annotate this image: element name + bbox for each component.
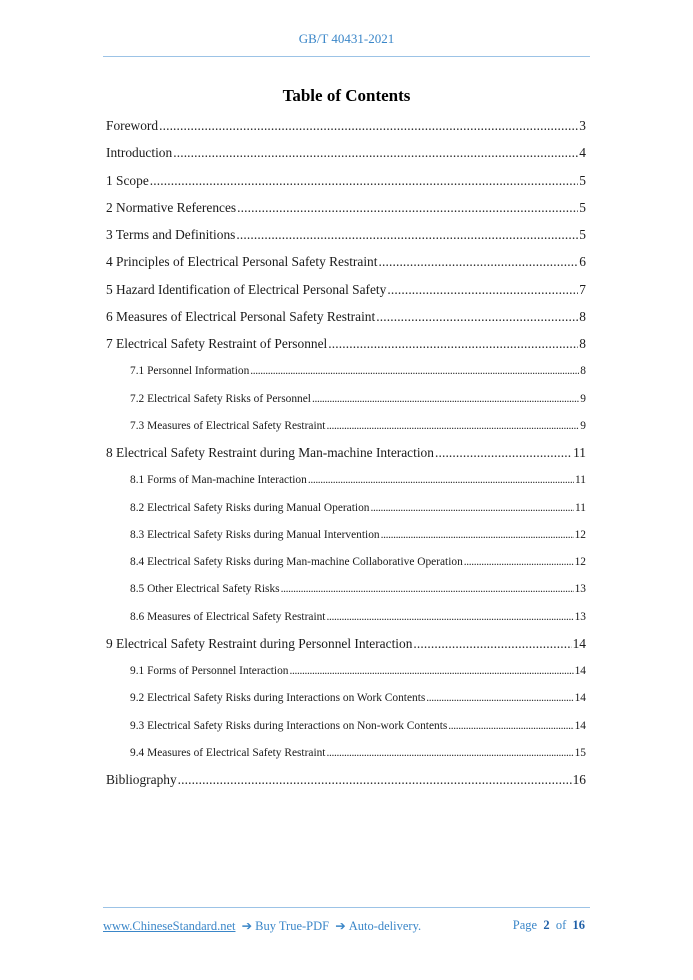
arrow-right-icon: ➔ [335,919,346,933]
toc-entry-page: 14 [574,719,586,732]
toc-dot-leader [312,393,579,405]
footer-divider [103,907,590,908]
toc-entry-label: 8.1 Forms of Man-machine Interaction [130,474,307,487]
toc-entry[interactable] [130,474,586,486]
toc-dot-leader [326,611,573,623]
toc-entry-page: 6 [579,254,586,270]
toc-entry[interactable] [106,145,586,161]
toc-dot-leader [387,282,578,298]
toc-entry[interactable] [130,502,586,514]
toc-entry[interactable] [130,393,586,405]
toc-dot-leader [250,365,579,377]
page-number [513,918,585,934]
toc-entry-page: 11 [575,474,586,487]
toc-entry-page: 16 [572,772,586,787]
current-page-number: 2 [543,918,550,932]
toc-entry-label: 7.2 Electrical Safety Risks of Personnel [130,392,311,405]
toc-entry[interactable] [106,636,586,652]
page-word: Page [512,918,538,932]
toc-entry-label: Foreword [106,118,159,133]
toc-entry-label: 9 Electrical Safety Restraint during Personnel Interaction [106,635,413,651]
toc-dot-leader [326,420,579,432]
page-footer [103,918,585,934]
toc-entry-label: 8.6 Measures of Electrical Safety Restraint [130,610,326,623]
toc-dot-leader [326,747,573,759]
toc-entry[interactable] [130,665,586,677]
toc-entry-label: 7.1 Personnel Information [130,365,250,378]
toc-entry-page: 9 [580,392,586,405]
toc-entry-label: Bibliography [106,772,177,787]
auto-delivery-text: Auto-delivery. [348,919,422,933]
toc-entry-label: 9.3 Electrical Safety Risks during Interactions on Non-work Contents [130,719,448,732]
toc-entry-page: 13 [574,583,586,596]
toc-dot-leader [413,636,571,652]
toc-entry[interactable] [106,282,586,298]
toc-entry[interactable] [130,365,586,377]
toc-dot-leader [435,445,572,461]
total-pages-number: 16 [572,918,585,932]
toc-entry-label: 2 Normative References [106,199,237,215]
toc-dot-leader [237,200,578,216]
toc-entry-label: 5 Hazard Identification of Electrical Personal Safety [106,281,387,297]
toc-dot-leader [236,227,578,243]
toc-entry-label: 7.3 Measures of Electrical Safety Restraint [130,419,326,432]
toc-entry-page: 14 [574,692,586,705]
page-title: Table of Contents [282,86,411,105]
toc-entry-label: 8.3 Electrical Safety Risks during Manual Intervention [130,528,380,541]
toc-entry-label: 8.2 Electrical Safety Risks during Manual Operation [130,501,370,514]
toc-entry-label: 6 Measures of Electrical Personal Safety Restraint [106,308,376,324]
toc-dot-leader [381,529,574,541]
toc-entry[interactable] [106,772,586,788]
of-word: of [555,918,567,932]
toc-entry[interactable] [106,227,586,243]
toc-entry-page: 13 [574,610,586,623]
toc-entry-label: 9.2 Electrical Safety Risks during Interactions on Work Contents [130,692,426,705]
toc-entry[interactable] [130,692,586,704]
toc-entry[interactable] [106,445,586,461]
toc-entry-page: 5 [579,199,586,215]
document-number-header: GB/T 40431-2021 [298,31,395,46]
toc-entry-page: 8 [580,365,586,378]
toc-entry-page: 8 [579,308,586,324]
toc-entry-label: 8.5 Other Electrical Safety Risks [130,583,280,596]
toc-entry[interactable] [106,118,586,134]
toc-entry-label: 9.4 Measures of Electrical Safety Restraint [130,746,326,759]
footer-promo [103,918,421,934]
toc-dot-leader [281,583,574,595]
toc-entry[interactable] [106,336,586,352]
toc-entry-page: 3 [579,118,586,133]
toc-entry-page: 4 [579,145,586,161]
toc-entry-page: 5 [579,227,586,242]
toc-entry-page: 14 [574,665,586,677]
chinesestandard-link[interactable]: www.ChineseStandard.net [103,919,236,933]
toc-entry-label: Introduction [106,145,173,161]
toc-entry[interactable] [130,583,586,595]
toc-entry-label: 8.4 Electrical Safety Risks during Man-machine Collaborative Operation [130,556,463,568]
toc-dot-leader [173,145,578,161]
toc-entry-page: 12 [574,528,586,541]
toc-dot-leader [378,254,578,270]
toc-entry-label: 8 Electrical Safety Restraint during Man-machine Interaction [106,445,434,460]
toc-dot-leader [370,502,574,514]
toc-entry-page: 11 [573,445,586,460]
buy-pdf-text: Buy True-PDF [255,919,330,933]
toc-entry-page: 5 [579,172,586,188]
toc-entry[interactable] [130,420,586,432]
toc-dot-leader [159,118,578,134]
toc-dot-leader [178,772,572,788]
toc-entry-label: 1 Scope [106,172,149,188]
toc-entry[interactable] [106,254,586,270]
toc-dot-leader [328,336,578,352]
toc-entry-page: 9 [580,419,586,432]
toc-entry-label: 7 Electrical Safety Restraint of Personnel [106,336,328,351]
toc-dot-leader [426,692,573,704]
toc-entry[interactable] [106,200,586,216]
toc-dot-leader [150,173,579,189]
toc-entry-page: 14 [572,635,586,651]
toc-dot-leader [448,720,573,732]
toc-entry-page: 11 [575,501,586,514]
toc-entry-page: 12 [574,556,586,568]
toc-entry[interactable] [106,309,586,325]
toc-entry[interactable] [130,747,586,759]
toc-entry-label: 9.1 Forms of Personnel Interaction [130,665,289,677]
toc-dot-leader [464,556,574,568]
toc-entry-label: 3 Terms and Definitions [106,227,236,242]
toc-entry-page: 7 [579,281,586,297]
arrow-right-icon: ➔ [241,919,253,933]
toc-entry[interactable] [130,529,586,541]
toc-dot-leader [290,665,574,677]
toc-entry[interactable] [130,720,586,732]
toc-entry-label: 4 Principles of Electrical Personal Safety Restraint [106,254,378,270]
toc-entry-page: 8 [579,336,586,351]
toc-entry-page: 15 [574,746,586,759]
toc-dot-leader [376,309,578,325]
toc-entry[interactable] [130,556,586,568]
toc-dot-leader [308,474,574,486]
toc-entry[interactable] [106,173,586,189]
toc-entry[interactable] [130,611,586,623]
